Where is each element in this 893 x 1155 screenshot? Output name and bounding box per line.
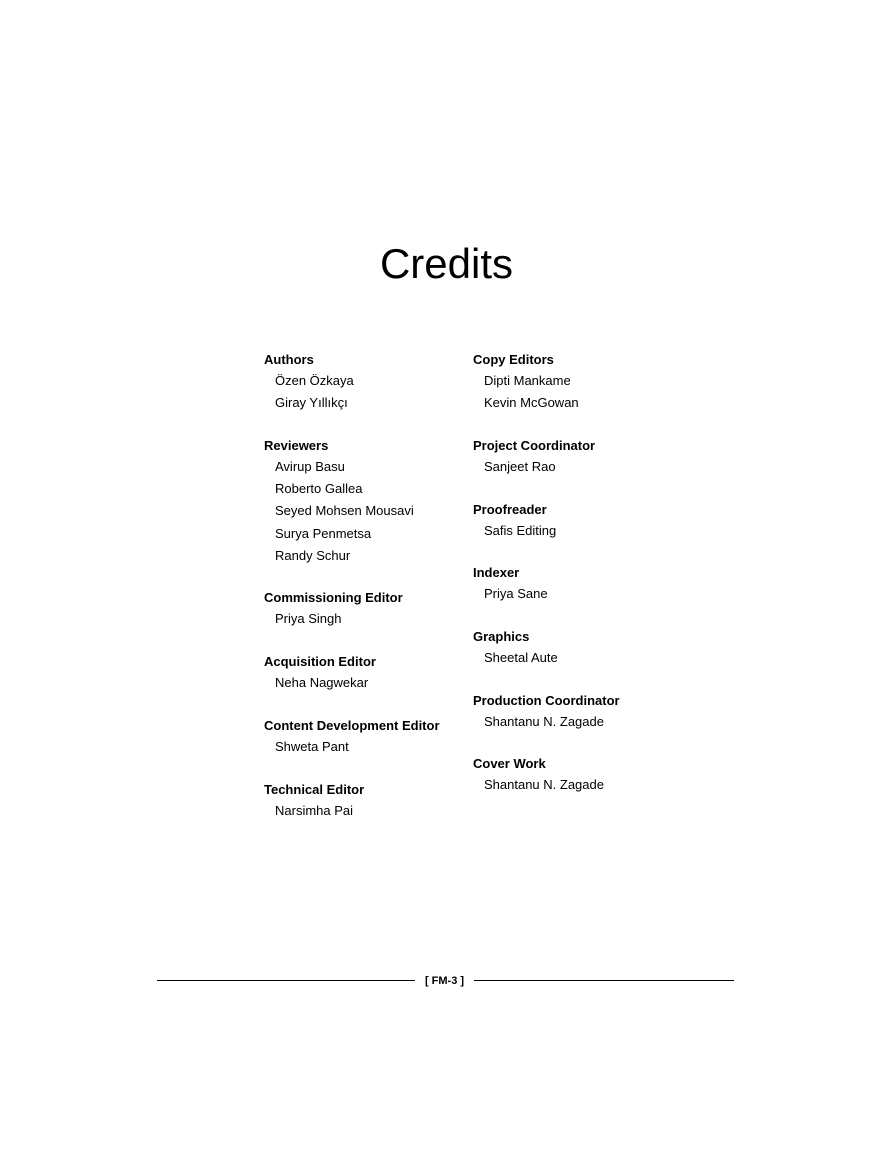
credit-section — [264, 716, 464, 760]
page-footer — [157, 972, 734, 990]
credit-name-list — [264, 671, 464, 696]
credit-role-heading: Graphics — [473, 629, 530, 645]
credit-section — [264, 436, 464, 569]
credit-name: Roberto Gallea — [275, 481, 363, 497]
page-title: Credits — [379, 240, 514, 287]
credit-name: Priya Sane — [484, 586, 548, 602]
credit-role-heading: Project Coordinator — [473, 437, 596, 453]
credit-name: Seyed Mohsen Mousavi — [275, 503, 414, 519]
footer-rule-right — [474, 980, 734, 981]
credit-name: Randy Schur — [275, 547, 351, 563]
credit-name-list — [473, 646, 693, 671]
credit-name-list — [264, 455, 464, 569]
footer-rule-left — [157, 980, 415, 981]
credit-role-heading: Content Development Editor — [264, 717, 440, 733]
credit-role-heading: Cover Work — [473, 756, 546, 772]
credit-section — [473, 627, 693, 671]
credit-name-list — [473, 582, 693, 607]
credit-role-heading: Authors — [264, 352, 314, 367]
credit-section — [473, 563, 693, 607]
credit-role-heading: Acquisition Editor — [264, 654, 376, 670]
credit-name: Giray Yıllıkçı — [275, 395, 348, 411]
credit-name-list — [473, 519, 693, 544]
credit-section — [264, 588, 464, 632]
credit-role-heading: Proofreader — [473, 501, 547, 517]
credit-name: Surya Penmetsa — [275, 525, 372, 541]
credit-name-list — [264, 735, 464, 760]
credit-name: Shantanu N. Zagade — [484, 713, 604, 729]
credit-name: Sheetal Aute — [484, 650, 558, 666]
credit-name: Dipti Mankame — [484, 373, 571, 388]
credit-section — [264, 652, 464, 696]
credits-right-column — [473, 350, 693, 818]
credit-name-list — [264, 799, 464, 824]
credit-role-heading: Production Coordinator — [473, 692, 620, 708]
credit-name: Kevin McGowan — [484, 395, 579, 411]
credit-name: Neha Nagwekar — [275, 675, 369, 691]
credit-name: Shantanu N. Zagade — [484, 777, 604, 793]
credit-name: Özen Özkaya — [275, 373, 354, 388]
credit-role-heading: Technical Editor — [264, 781, 365, 797]
credit-section — [473, 754, 693, 798]
credit-name-list — [473, 369, 693, 416]
credit-section — [264, 350, 464, 416]
credit-role-heading: Commissioning Editor — [264, 590, 403, 606]
credit-role-heading: Indexer — [473, 565, 520, 581]
credit-name: Safis Editing — [484, 522, 557, 538]
credit-name: Avirup Basu — [275, 458, 345, 474]
credit-section — [473, 436, 693, 480]
credit-name-list — [264, 369, 464, 416]
credit-name-list — [264, 607, 464, 632]
credit-name: Priya Singh — [275, 611, 342, 627]
credit-section — [473, 500, 693, 544]
credit-role-heading: Reviewers — [264, 437, 329, 453]
credit-name: Shweta Pant — [275, 738, 349, 754]
credit-name-list — [473, 455, 693, 480]
credit-role-heading: Copy Editors — [473, 352, 554, 367]
credit-section — [264, 780, 464, 824]
credits-left-column — [264, 350, 464, 843]
credit-name-list — [473, 710, 693, 735]
credit-section — [473, 691, 693, 735]
credit-section — [473, 350, 693, 416]
credit-name: Narsimha Pai — [275, 802, 354, 818]
page-number: [ FM-3 ] — [424, 975, 465, 987]
credit-name-list — [473, 773, 693, 798]
credit-name: Sanjeet Rao — [484, 458, 556, 474]
